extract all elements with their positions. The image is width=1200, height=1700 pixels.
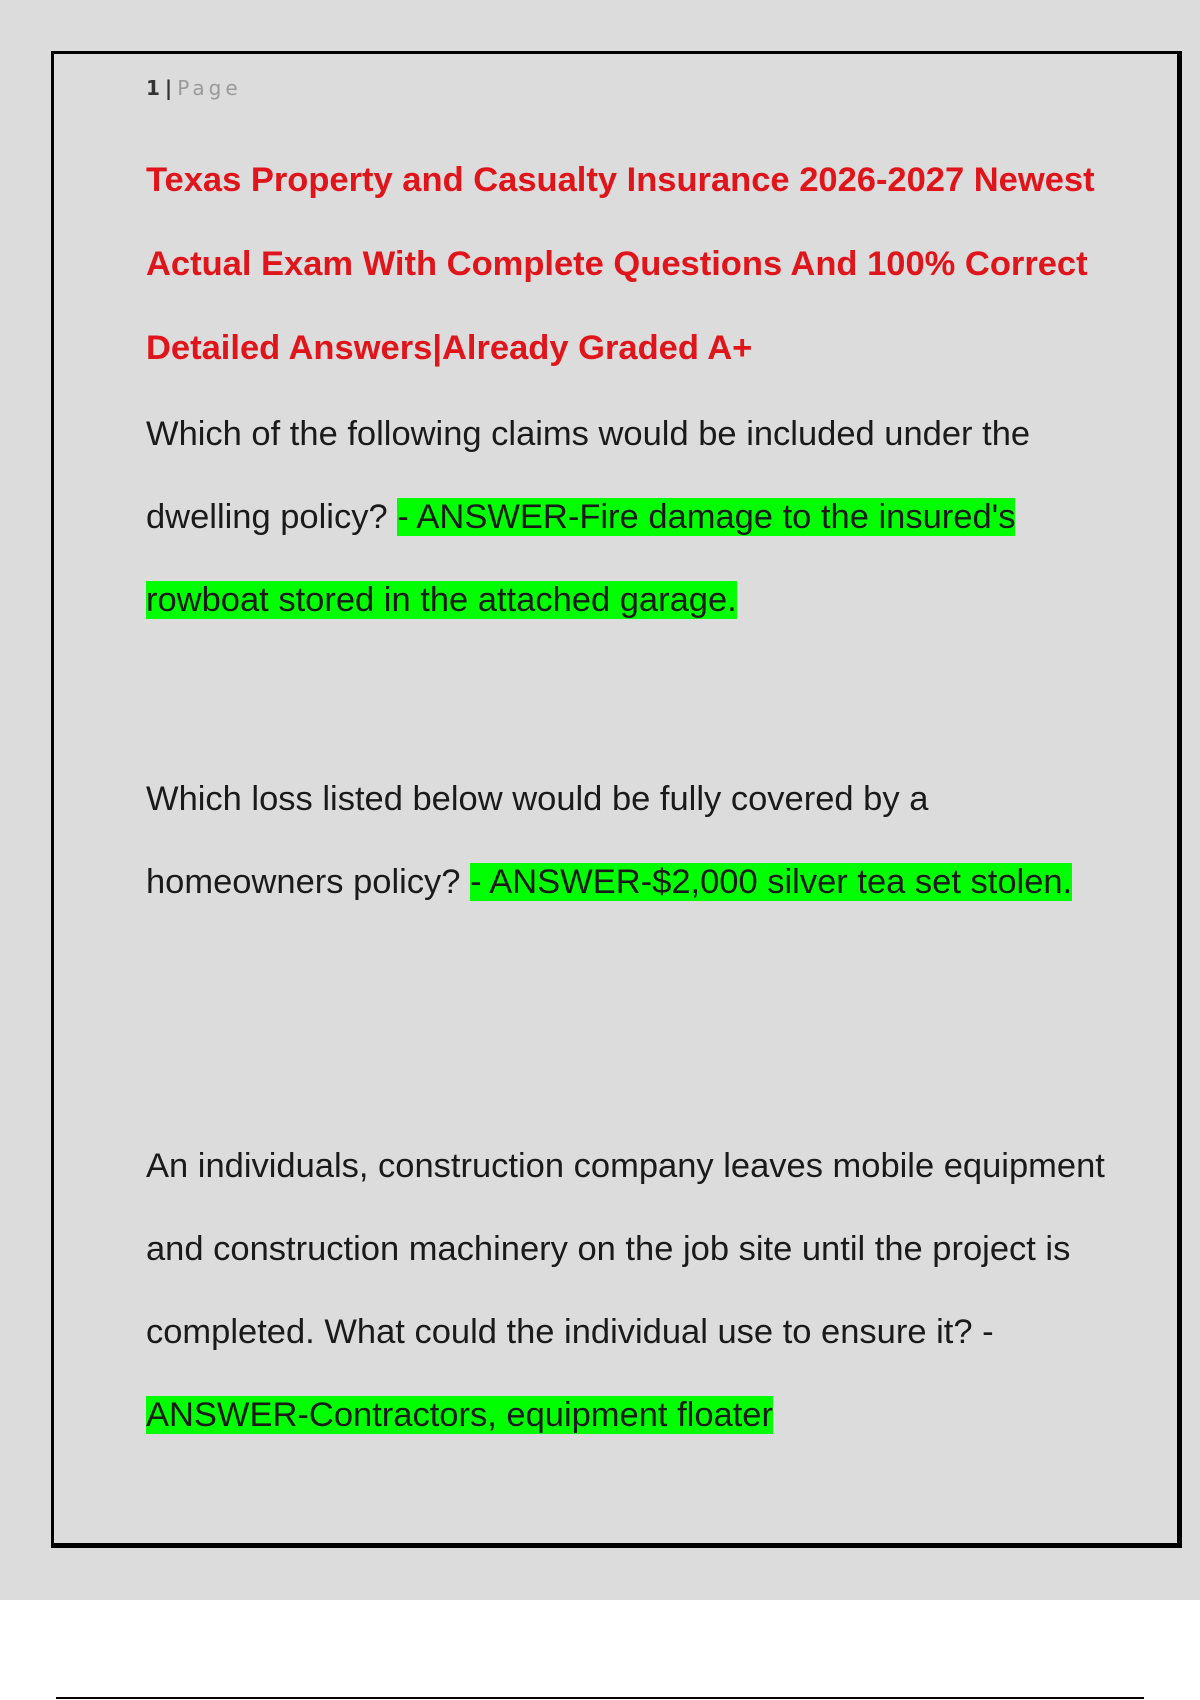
footer-divider [56, 1697, 1144, 1699]
answer-highlight: - ANSWER-Fire damage to the insured's rowboat stored in the attached garage. [146, 498, 1016, 619]
question-text: Which of the following claims would be included under the dwelling policy? [146, 415, 1031, 536]
question-text: Which loss listed below would be fully covered by a homeowners policy? [146, 780, 929, 901]
page-separator: | [164, 76, 174, 100]
page-label: Page [177, 76, 242, 100]
qa-item [146, 758, 1106, 924]
answer-highlight: ANSWER-Contractors, equipment floater [146, 1396, 773, 1434]
qa-item [146, 393, 1106, 642]
question-text: An individuals, construction company leaves mobile equipment and construction machinery on the job site until the project is completed. What could the individual use to ensure it? - [146, 1147, 1105, 1351]
page-number: 1 [146, 76, 161, 100]
page-number-header [146, 76, 242, 100]
document-title: Texas Property and Casualty Insurance 2026-2027 Newest Actual Exam With Complete Questions And 100% Correct Detailed Answers|Already Graded A+ [146, 161, 1095, 367]
qa-item [146, 1125, 1106, 1457]
answer-highlight: - ANSWER-$2,000 silver tea set stolen. [470, 863, 1073, 901]
